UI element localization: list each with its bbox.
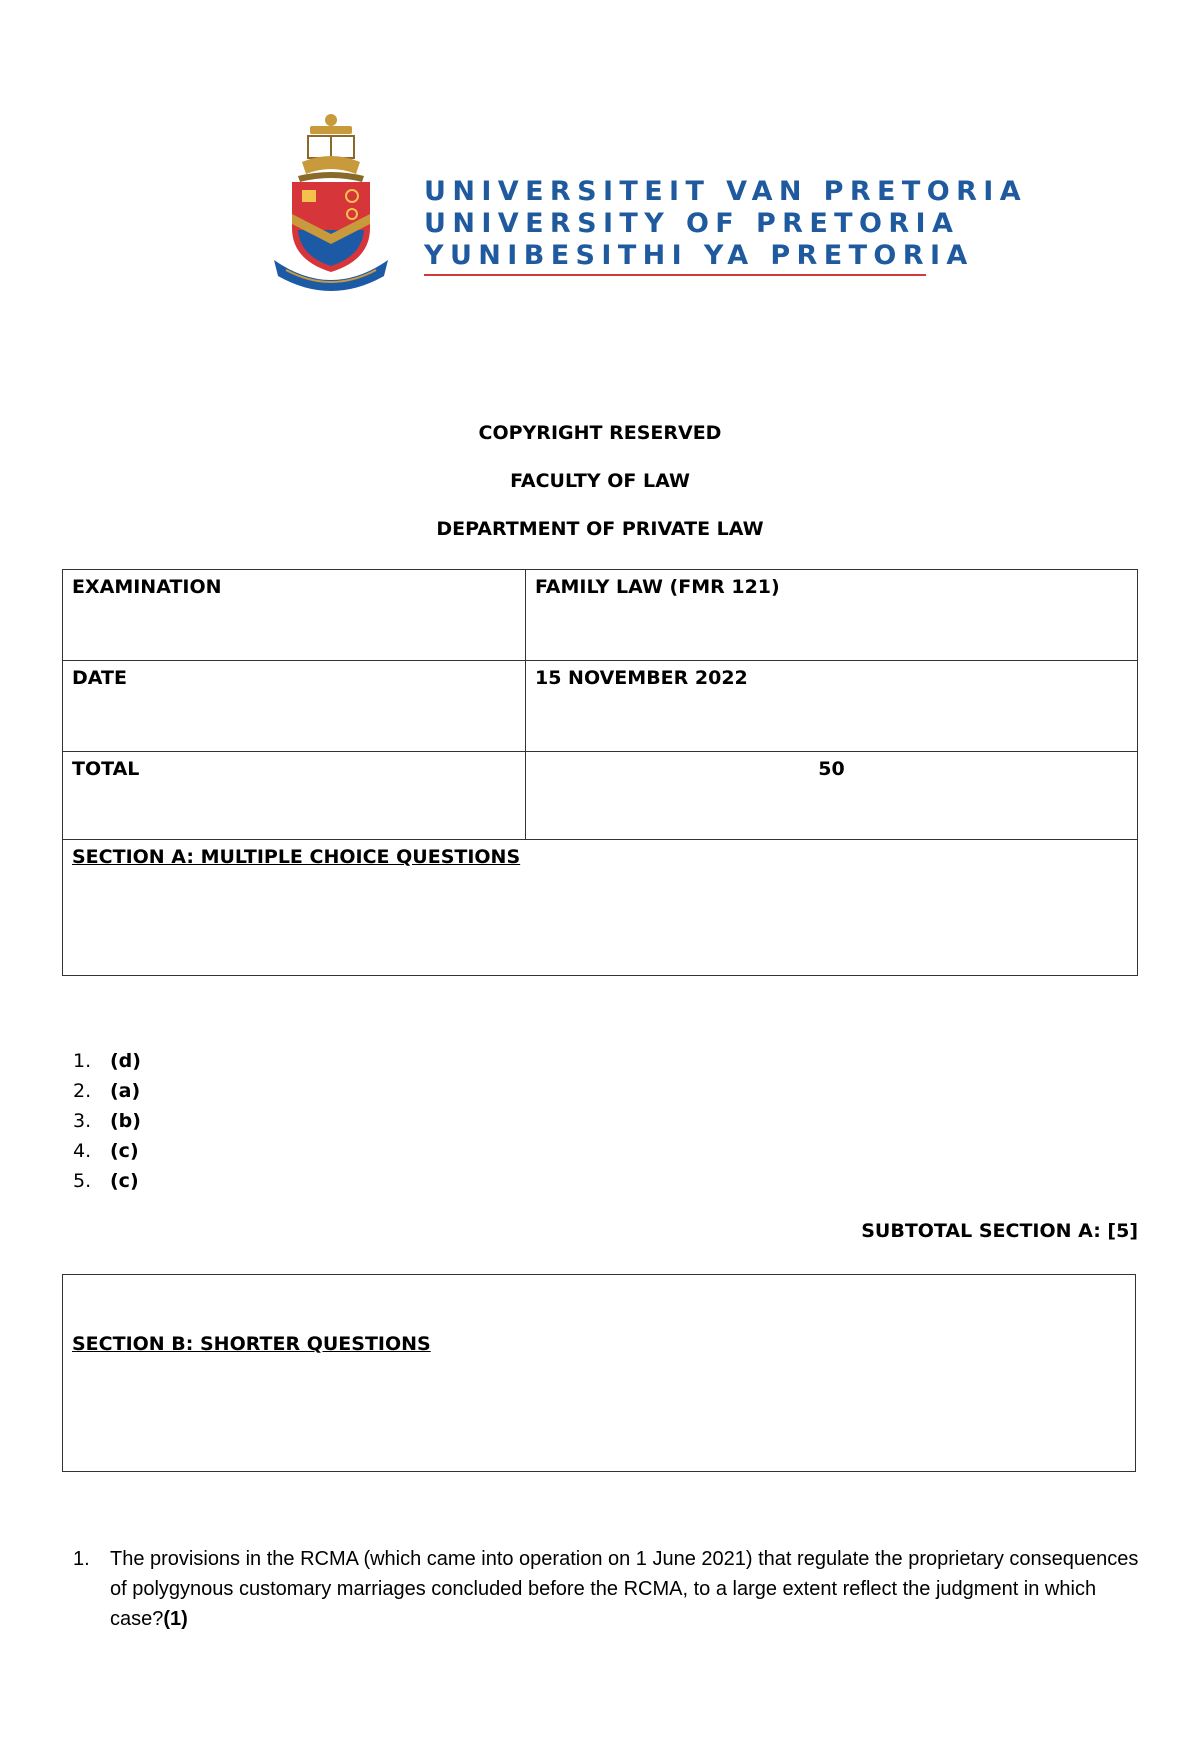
- examination-label: EXAMINATION: [63, 570, 526, 661]
- list-item: 4. (c): [73, 1140, 139, 1162]
- date-label: DATE: [63, 661, 526, 752]
- section-a-answers-list: [73, 1046, 141, 1196]
- section-a-title: SECTION A: MULTIPLE CHOICE QUESTIONS: [63, 840, 1138, 976]
- section-b-title: SECTION B: SHORTER QUESTIONS: [72, 1333, 431, 1355]
- university-name-sepedi: YUNIBESITHI YA PRETORIA: [424, 240, 974, 271]
- date-value: 15 NOVEMBER 2022: [526, 661, 1138, 752]
- copyright-heading: COPYRIGHT RESERVED: [478, 422, 722, 444]
- table-row: [63, 840, 1138, 976]
- university-name-block: [424, 176, 1027, 272]
- list-item: 1. (d): [73, 1050, 141, 1072]
- question-marks: (1): [163, 1608, 188, 1630]
- question-number: 1.: [73, 1548, 90, 1570]
- total-label: TOTAL: [63, 752, 526, 840]
- list-item: 5. (c): [73, 1170, 139, 1192]
- table-row: [63, 752, 1138, 840]
- list-item: 2. (a): [73, 1080, 141, 1102]
- question-1: [73, 1544, 1145, 1634]
- table-row: [63, 570, 1138, 661]
- table-row: [63, 661, 1138, 752]
- examination-value: FAMILY LAW (FMR 121): [526, 570, 1138, 661]
- question-text: The provisions in the RCMA (which came into operation on 1 June 2021) that regulate the proprietary consequences of polygynous customary marriages concluded before the RCMA, to a large extent reflect the judgment in which case?: [110, 1548, 1139, 1630]
- faculty-heading: FACULTY OF LAW: [510, 470, 690, 492]
- section-b-box: [62, 1274, 1136, 1472]
- department-heading: DEPARTMENT OF PRIVATE LAW: [436, 518, 764, 540]
- university-crest-logo: [272, 110, 390, 292]
- exam-info-table: [62, 569, 1138, 976]
- total-value: 50: [526, 752, 1138, 840]
- list-item: 3. (b): [73, 1110, 141, 1132]
- logo-rule-divider: [424, 274, 926, 276]
- university-name-afrikaans: UNIVERSITEIT VAN PRETORIA: [424, 176, 1027, 207]
- subtotal-section-a: SUBTOTAL SECTION A: [5]: [861, 1220, 1138, 1242]
- university-name-english: UNIVERSITY OF PRETORIA: [424, 208, 960, 239]
